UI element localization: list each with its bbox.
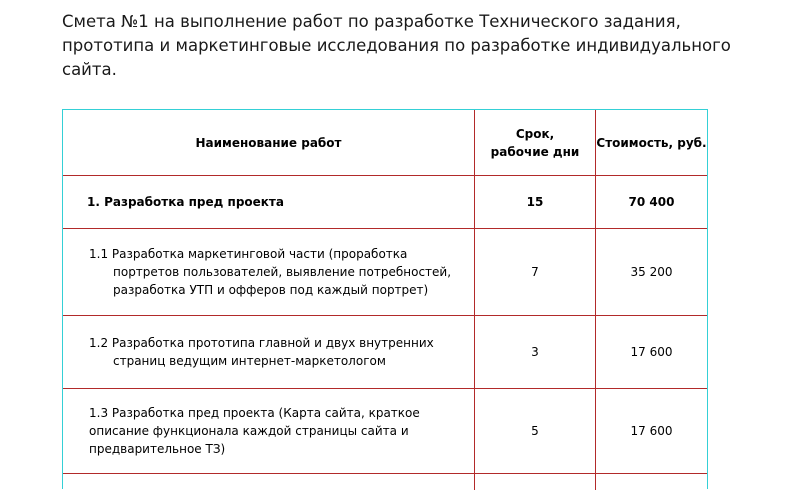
document-title: Смета №1 на выполнение работ по разработке Технического задания, прототипа и маркетинговые исследования по разработке индивидуального сайта. <box>62 12 731 79</box>
header-cost: Стоимость, руб. <box>596 135 707 150</box>
row-term: 5 <box>531 424 539 438</box>
row-cost: 35 200 <box>630 265 673 279</box>
table-row <box>63 389 707 473</box>
row-name: 1.1 Разработка маркетинговой части (проработка портретов пользователей, выявление потребностей, разработка УТП и офферов под каждый портрет) <box>89 247 452 297</box>
table-row <box>63 229 707 315</box>
table-row <box>63 176 707 228</box>
row-divider <box>63 473 707 474</box>
row-term: 15 <box>526 195 544 209</box>
row-term: 3 <box>531 345 539 359</box>
row-cost: 70 400 <box>628 195 675 209</box>
row-name: 1. Разработка пред проекта <box>87 195 284 209</box>
table-header-row <box>63 110 707 175</box>
table-row <box>63 316 707 388</box>
estimate-table <box>62 109 708 489</box>
row-term: 7 <box>531 265 539 279</box>
row-name: 1.3 Разработка пред проекта (Карта сайта, краткое описание функционала каждой страницы сайта и предварительное ТЗ) <box>89 406 420 456</box>
header-term: Срок, рабочие дни <box>490 126 580 159</box>
header-name: Наименование работ <box>195 135 342 150</box>
row-cost: 17 600 <box>630 345 673 359</box>
row-cost: 17 600 <box>630 424 673 438</box>
row-name: 1.2 Разработка прототипа главной и двух внутренних страниц ведущим интернет-маркетологом <box>89 336 434 368</box>
